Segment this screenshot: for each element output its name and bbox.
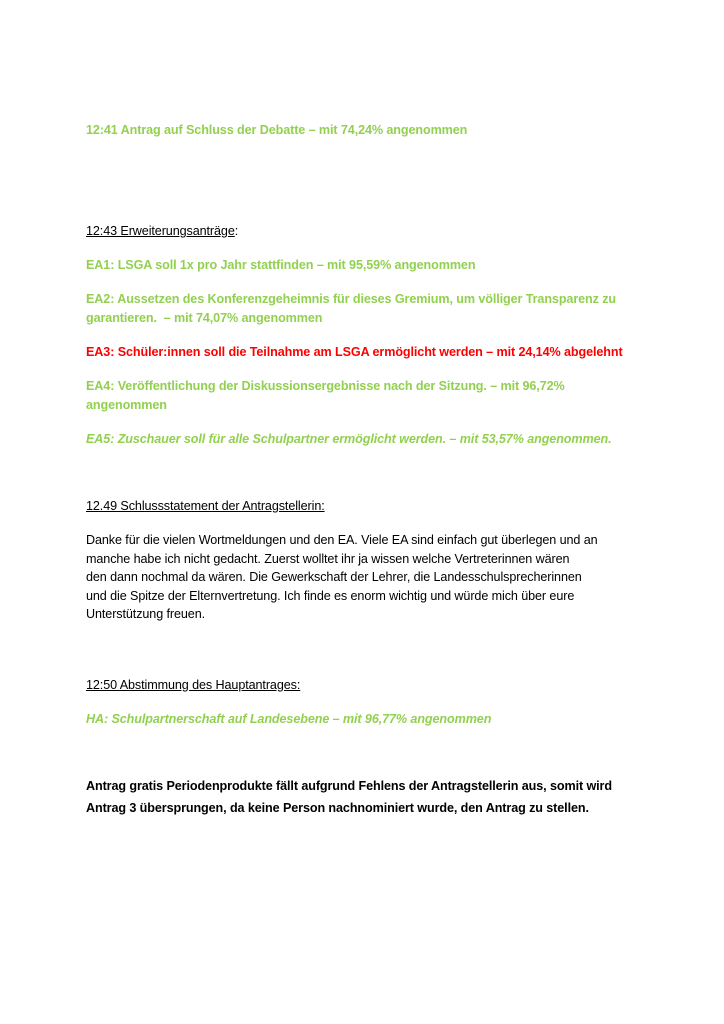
closing-line: und die Spitze der Elternvertretung. Ich finde es enorm wichtig und würde mich über eure <box>86 588 575 603</box>
amendment-ea2-line1: EA2: Aussetzen des Konferenzgeheimnis für dieses Gremium, um völliger Transparenz zu <box>86 292 617 306</box>
main-motion-result: HA: Schulpartnerschaft auf Landesebene – mit 96,77% angenommen <box>86 712 492 726</box>
amendment-ea3: EA3: Schüler:innen soll die Teilnahme am LSGA ermöglicht werden – mit 24,14% abgelehnt <box>86 345 623 359</box>
amendment-ea2-line2: garantieren. – mit 74,07% angenommen <box>86 310 323 325</box>
closing-statement <box>86 531 646 624</box>
final-note-line1: Antrag gratis Periodenprodukte fällt aufgrund Fehlens der Antragstellerin aus, somit wird <box>86 779 612 793</box>
debate-close-result: 12:41 Antrag auf Schluss der Debatte – mit 74,24% angenommen <box>86 123 468 137</box>
amendments-heading <box>86 222 646 241</box>
amendment-ea4-line1: EA4: Veröffentlichung der Diskussionsergebnisse nach der Sitzung. – mit 96,72% <box>86 379 565 393</box>
vote-heading-text: 12:50 Abstimmung des Hauptantrages: <box>86 678 301 692</box>
final-note-line2: Antrag 3 übersprungen, da keine Person nachnominiert wurde, den Antrag zu stellen. <box>86 800 589 815</box>
amendment-ea1: EA1: LSGA soll 1x pro Jahr stattfinden – mit 95,59% angenommen <box>86 258 476 272</box>
closing-line: den dann nochmal da wären. Die Gewerkschaft der Lehrer, die Landesschulsprecherinnen <box>86 570 582 584</box>
closing-heading <box>86 497 646 516</box>
amendment-ea4 <box>86 377 646 414</box>
closing-heading-text: 12.49 Schlussstatement der Antragstellerin: <box>86 499 325 513</box>
amendments-heading-text: 12:43 Erweiterungsanträge <box>86 224 235 238</box>
final-note <box>86 777 646 817</box>
amendment-ea5: EA5: Zuschauer soll für alle Schulpartner ermöglicht werden. – mit 53,57% angenommen. <box>86 432 612 446</box>
vote-heading <box>86 676 646 695</box>
closing-line: Danke für die vielen Wortmeldungen und den EA. Viele EA sind einfach gut überlegen und an <box>86 533 598 547</box>
closing-line: manche habe ich nicht gedacht. Zuerst wolltet ihr ja wissen welche Vertreterinnen wären <box>86 551 570 566</box>
closing-line: Unterstützung freuen. <box>86 607 206 621</box>
amendments-heading-colon: : <box>234 224 239 238</box>
amendment-ea4-line2: angenommen <box>86 397 167 412</box>
amendment-ea2 <box>86 290 646 327</box>
